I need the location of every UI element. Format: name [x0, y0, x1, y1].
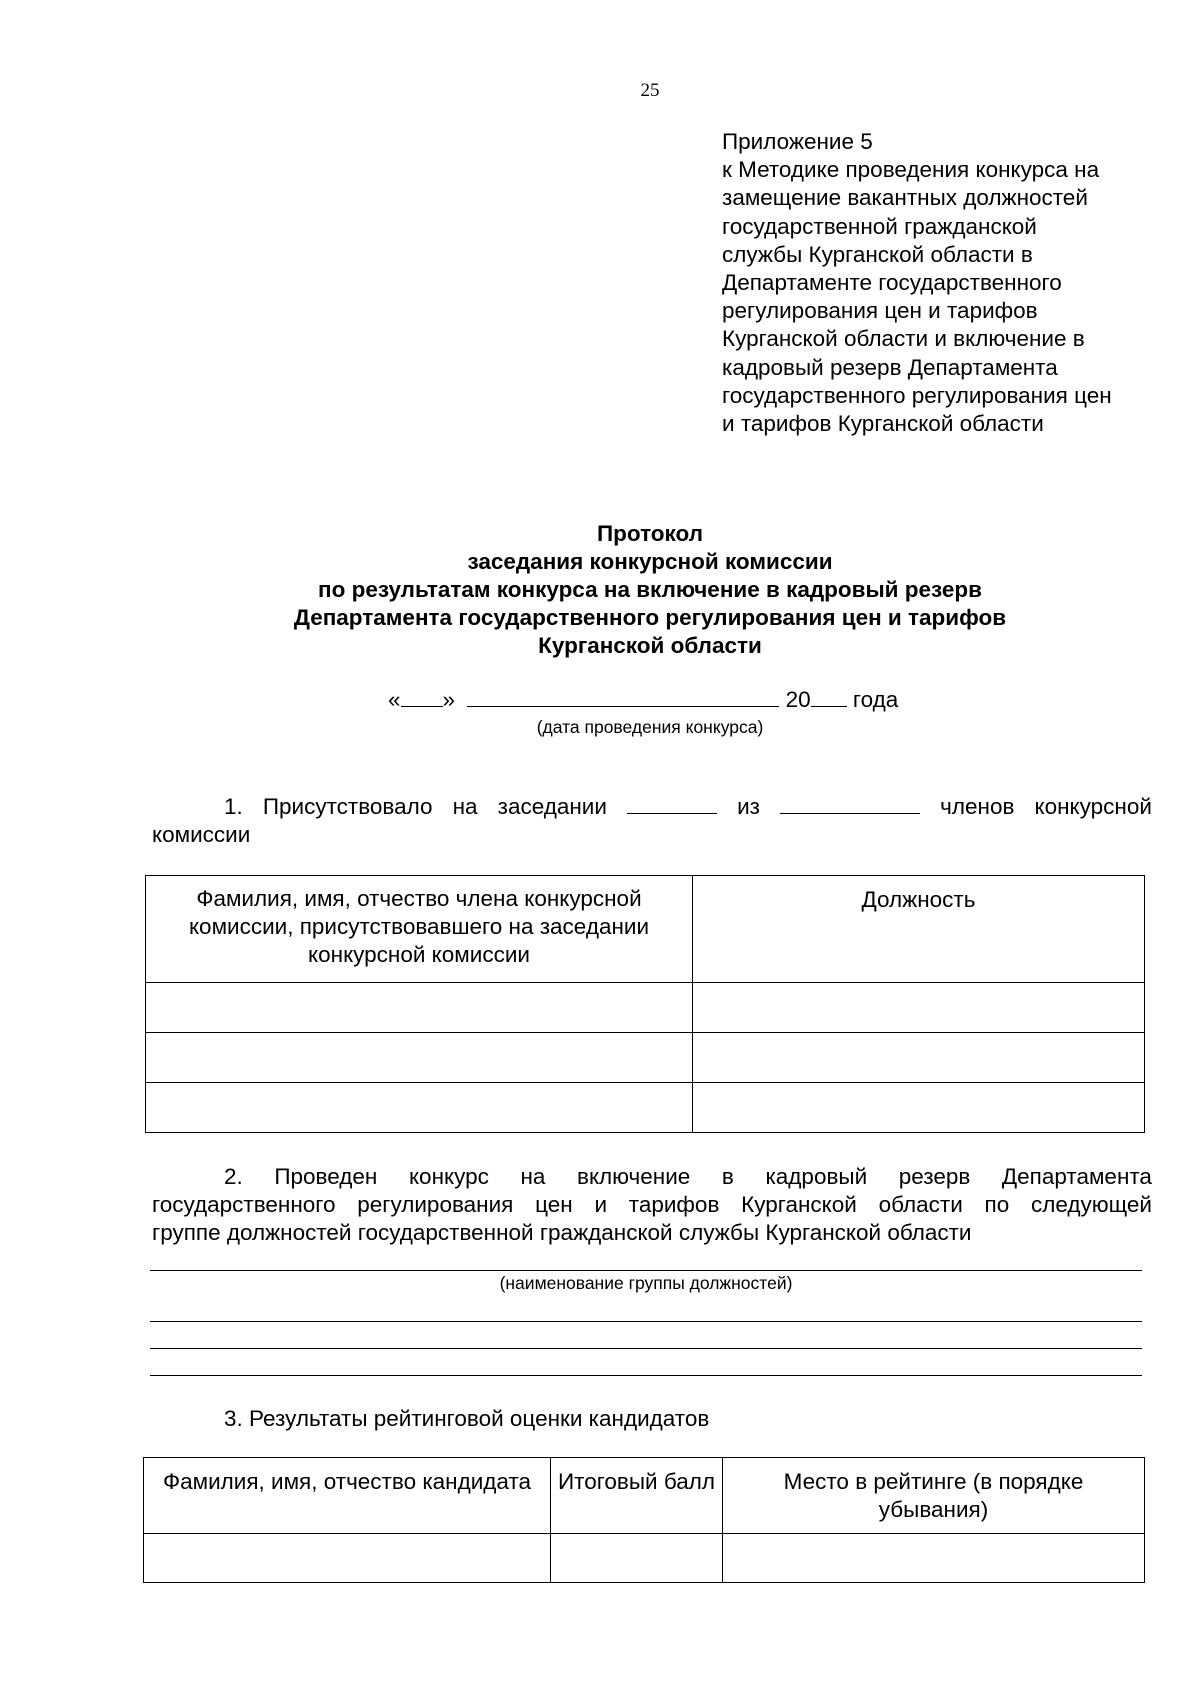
header-position: Должность [693, 876, 1145, 983]
table-cell[interactable] [146, 983, 693, 1033]
table-cell[interactable] [146, 1033, 693, 1083]
section-1 [152, 793, 1152, 849]
word: Курганской [741, 1192, 857, 1217]
word: в [721, 1164, 734, 1189]
appendix-line: Курганской области и включение в [722, 326, 1085, 352]
title-line: заседания конкурсной комиссии [467, 549, 833, 574]
title-line: по результатам конкурса на включение в кадровый резерв [318, 577, 982, 602]
header-candidate-fio: Фамилия, имя, отчество кандидата [144, 1458, 551, 1534]
word: на [452, 794, 478, 819]
candidate-rating-table [143, 1457, 1145, 1583]
appendix-line: Приложение 5 [722, 129, 873, 154]
appendix-line: Департаменте государственного [722, 270, 1062, 296]
table-cell[interactable] [144, 1534, 551, 1583]
header-rank: Место в рейтинге (в порядке убывания) [723, 1458, 1145, 1534]
day-blank[interactable] [401, 686, 443, 707]
group-caption: (наименование группы должностей) [499, 1273, 793, 1293]
word: 1. [224, 794, 243, 819]
group-name-line[interactable] [150, 1348, 1142, 1349]
commission-members-table [145, 875, 1145, 1133]
word: государственного [152, 1192, 336, 1217]
word: цен [535, 1192, 573, 1217]
word: из [737, 794, 760, 819]
table-row [146, 1033, 1145, 1083]
present-count-blank[interactable] [627, 793, 717, 814]
section-3-heading: 3. Результаты рейтинговой оценки кандидатов [224, 1406, 710, 1431]
word: кадровый [765, 1164, 868, 1189]
table-cell[interactable] [146, 1083, 693, 1133]
word: Проведен [274, 1164, 378, 1189]
year-prefix: 20 [785, 687, 811, 712]
word: следующей [1030, 1192, 1152, 1217]
section-1-line-2: комиссии [152, 822, 251, 847]
date-line [388, 686, 898, 713]
table-row [146, 983, 1145, 1033]
appendix-line: государственной гражданской [722, 213, 1037, 239]
table-cell[interactable] [551, 1534, 723, 1583]
section-2 [152, 1163, 1152, 1247]
title-line: Протокол [596, 521, 703, 546]
year-suffix: года [852, 687, 899, 712]
word: регулирования [357, 1192, 514, 1217]
word: конкурс [408, 1164, 489, 1189]
table-cell[interactable] [723, 1534, 1145, 1583]
section-1-line-1 [152, 793, 1152, 821]
year-blank[interactable] [811, 686, 847, 707]
appendix-line: регулирования цен и тарифов [722, 298, 1038, 324]
section-2-line-3: группе должностей государственной гражданской службы Курганской области [152, 1220, 972, 1245]
table-header-row [144, 1458, 1145, 1534]
group-name-line[interactable] [150, 1270, 1142, 1271]
document-title [150, 520, 1150, 660]
word: Присутствовало [262, 794, 433, 819]
title-line: Курганской области [538, 633, 762, 658]
page-number: 25 [640, 80, 660, 101]
word: Департамента [1001, 1164, 1152, 1189]
section-2-line-2 [152, 1191, 1152, 1219]
word: на [520, 1164, 546, 1189]
close-quote: » [442, 687, 456, 712]
table-row [146, 1083, 1145, 1133]
word: резерв [898, 1164, 971, 1189]
appendix-line: к Методике проведения конкурса на [722, 157, 1100, 183]
word: членов [940, 794, 1015, 819]
section-2-line-1 [152, 1163, 1152, 1191]
word: и [594, 1192, 608, 1217]
month-blank[interactable] [467, 686, 779, 707]
open-quote: « [388, 687, 401, 712]
table-header-row [146, 876, 1145, 983]
table-cell[interactable] [693, 1033, 1145, 1083]
appendix-line: государственного регулирования цен [722, 382, 1112, 408]
word: по [984, 1192, 1010, 1217]
word: заседании [497, 794, 607, 819]
table-cell[interactable] [693, 1083, 1145, 1133]
header-total-score: Итоговый балл [551, 1458, 723, 1534]
table-cell[interactable] [693, 983, 1145, 1033]
table-row [144, 1534, 1145, 1583]
appendix-line: и тарифов Курганской области [722, 411, 1044, 437]
appendix-line: замещение вакантных должностей [722, 185, 1088, 211]
group-name-line[interactable] [150, 1375, 1142, 1376]
date-caption: (дата проведения конкурса) [536, 717, 764, 737]
appendix-line: кадровый резерв Департамента [722, 354, 1058, 380]
word: области [878, 1192, 963, 1217]
word: тарифов [628, 1192, 720, 1217]
appendix-reference [722, 128, 1192, 438]
word: включение [577, 1164, 691, 1189]
title-line: Департамента государственного регулирования цен и тарифов [293, 605, 1007, 630]
group-name-line[interactable] [150, 1321, 1142, 1322]
word: 2. [224, 1164, 243, 1189]
appendix-line: службы Курганской области в [722, 241, 1033, 267]
word: конкурсной [1034, 794, 1152, 819]
header-fio: Фамилия, имя, отчество члена конкурсной комиссии, присутствовавшего на заседании конкурсной комиссии [146, 876, 693, 983]
total-members-blank[interactable] [780, 793, 920, 814]
